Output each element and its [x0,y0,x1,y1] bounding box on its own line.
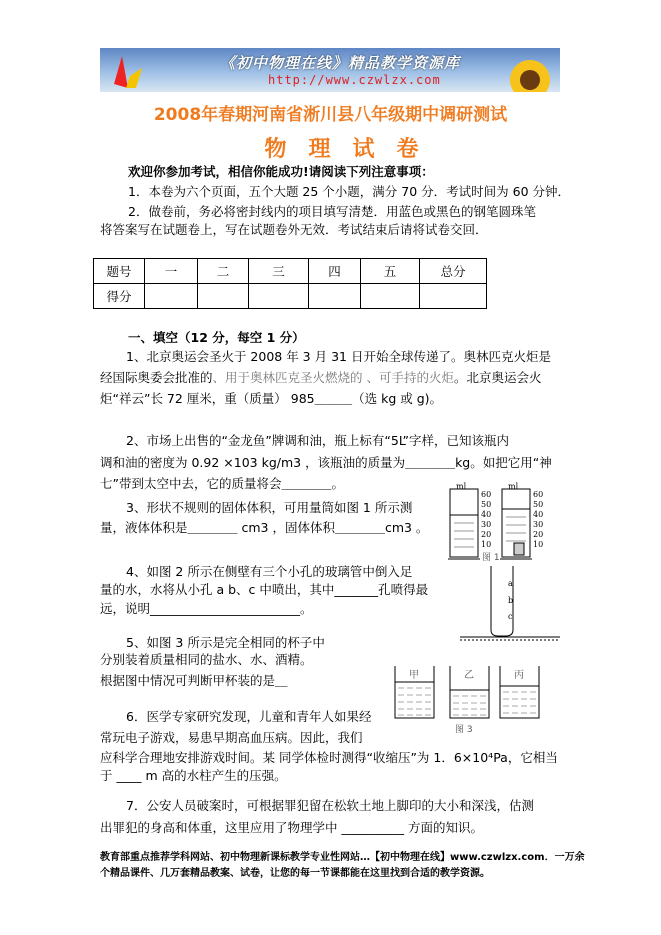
table-header: 总分 [420,259,487,284]
tick-label: 20 [481,530,492,539]
notice-line: 1．本卷为六个页面，五个大题 25 个小题，满分 70 分．考试时间为 60 分钟． [128,184,571,199]
table-header: 五 [361,259,420,284]
q7-line: 7．公安人员破案时，可根据罪犯留在松软土地上脚印的大小和深浅，估测 [126,798,534,813]
figure-3-cups [394,666,550,724]
q1-text: 经国际奥委会批准的 [100,370,213,385]
hole-label: a [508,579,513,588]
q1-line: 炬“祥云”长 72 厘米，重（质量） 985＿＿＿（选 kg 或 g)。 [100,391,443,406]
cup-label: 丙 [514,670,524,681]
table-row [94,284,487,309]
q1-text-gray: 、用于奥林匹克圣火燃烧的 、可手持的火炬 [212,370,454,385]
q1-line [100,368,542,388]
q4-line: 量的水，水将从小孔 a b、c 中喷出，其中_______孔喷得最 [100,582,429,597]
table-header: 二 [198,259,249,284]
cup-label: 乙 [464,670,474,681]
tick-label: 20 [533,530,544,539]
q5-line: 根据图中情况可判断甲杯装的是＿ [100,673,288,688]
q3-line: 量，液体体积是＿＿＿＿ cm3 ，固体体积＿＿＿＿cm3 。 [100,520,429,535]
table-row [94,259,487,284]
q4-line: 远，说明________________________。 [100,601,313,616]
tick-label: 60 [481,490,492,499]
table-header: 四 [309,259,361,284]
header-banner [100,48,560,92]
figure-3-caption: 图 3 [455,725,473,735]
sunflower-icon [498,52,560,92]
hole-label: b [508,596,514,605]
table-header: 三 [249,259,309,284]
figure-2-glass-tube [458,566,562,642]
tick-label: 60 [533,490,544,499]
q6-line: 应科学合理地安排游戏时间。某 同学体检时测得“收缩压”为 1．6×10⁴Pa，它相当 [100,750,558,765]
table-header: 一 [145,259,198,284]
q2-line: 调和油的密度为 0.92 ×103 kg/m3 ，该瓶油的质量为＿＿＿＿kg。如把它用“神 [100,455,552,470]
footer-line: 教育部重点推荐学科网站、初中物理新课标教学专业性网站…【初中物理在线】www.czwlzx.com．一万余 [100,852,585,863]
score-cell [198,284,249,309]
banner-slogan: 《初中物理在线》精品教学资源库 [220,54,461,72]
cup-label: 甲 [409,670,419,681]
q3-line: 3、形状不规则的固体体积，可用量筒如图 1 所示测 [126,500,413,515]
exam-title: 2008年春期河南省淅川县八年级期中调研测试 [153,105,508,125]
exam-subtitle: 物理试卷 [264,137,441,162]
tick-label: 50 [481,500,492,509]
tick-label: 30 [533,520,544,529]
unit-label: ml [508,482,519,491]
score-table [93,258,487,309]
tick-label: 50 [533,500,544,509]
row-label: 得分 [94,284,145,309]
tick-label: 10 [533,540,544,549]
tick-label: 40 [481,510,492,519]
hole-label: c [508,612,513,621]
figure-1-caption: 图 1 [482,553,500,563]
q2-line: 2、市场上出售的“金龙鱼”牌调和油，瓶上标有“5L”字样，已知该瓶内 [126,433,509,448]
q7-line: 出罪犯的身高和体重，这里应用了物理学中 __________ 方面的知识。 [100,820,483,835]
score-cell [249,284,309,309]
section-heading: 一、填空（12 分，每空 1 分） [128,330,305,345]
score-cell [309,284,361,309]
q2-line: 七”带到太空中去，它的质量将会＿＿＿＿。 [100,476,344,491]
notice-heading: 欢迎你参加考试，相信你能成功!请阅读下列注意事项： [128,164,434,179]
q6-line: 于 ____ m 高的水柱产生的压强。 [100,768,287,783]
q6-line: 常玩电子游戏，易患早期高血压病。因此，我们 [100,730,363,745]
tick-label: 30 [481,520,492,529]
banner-url: http://www.czwlzx.com [268,73,441,87]
q6-line: 6．医学专家研究发现，儿童和青年人如果经 [126,709,372,724]
notice-line: 将答案写在试题卷上，写在试题卷外无效．考试结束后请将试卷交回． [100,222,488,237]
q5-line: 分别装着质量相同的盐水、水、酒精。 [100,652,313,667]
tick-label: 40 [533,510,544,519]
q1-line: 1、北京奥运会圣火于 2008 年 3 月 31 日开始全球传递了。奥林匹克火炬是 [126,349,551,364]
figure-1-graduated-cylinders [448,481,552,567]
score-cell [145,284,198,309]
footer-line: 个精品课件、几万套精品教案、试卷，让您的每一节课都能在这里找到合适的教学资源。 [100,868,490,879]
q4-line: 4、如图 2 所示在侧壁有三个小孔的玻璃管中倒入足 [126,564,413,579]
score-cell [361,284,420,309]
table-header: 题号 [94,259,145,284]
q5-line: 5、如图 3 所示是完全相同的杯子中 [126,635,325,650]
score-cell [420,284,487,309]
tick-label: 10 [481,540,492,549]
logo-icon [108,54,148,90]
unit-label: ml [456,482,467,491]
notice-line: 2．做卷前，务必将密封线内的项目填写清楚．用蓝色或黑色的钢笔圆珠笔 [128,204,536,219]
q1-text: 。北京奥运会火 [454,370,542,385]
